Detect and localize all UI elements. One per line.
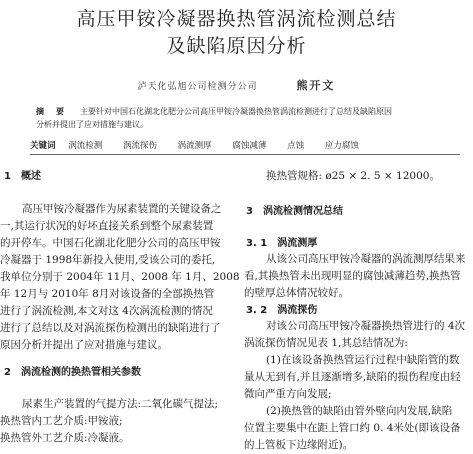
paragraph-line: 位置主要集中在距上管口约 0. 4米处(即该设备 (244, 422, 461, 434)
paragraph-line: 高压甲铵冷凝器作为尿素装置的关键设备之 (22, 203, 222, 215)
paragraph-line: 进行了涡流检测,本文对这 4次涡流检测的情况 (0, 305, 213, 317)
section-3-heading: 3 涡流检测情况总结 (246, 206, 343, 217)
paragraph-line: 的开停车。中国石化湖北化肥分公司的高压甲铵 (0, 237, 221, 249)
paragraph-line: 尿素生产装置的气提方法:二氧化碳气提法; (22, 398, 219, 410)
paragraph-line: 微向严重方向发展; (244, 388, 332, 400)
keyword-item: 涡流测厚 (177, 141, 212, 151)
keyword-item: 腐蚀减薄 (232, 141, 267, 151)
paragraph-line: 从该公司高压甲铵冷凝器的涡流测厚结果来 (266, 253, 466, 265)
paragraph-line: (2)换热管的缺陷由管外壁向内发展,缺陷 (266, 405, 453, 417)
paragraph-line: 涡流探伤情况见表 1,其总结情况为: (244, 337, 408, 349)
keyword-item: 点蚀 (287, 141, 305, 151)
abstract-text-2: 分析并提出了应对措施与建议。 (36, 120, 148, 129)
keyword-item: 应力腐蚀 (324, 141, 359, 151)
section-3-1-heading: 3. 1 涡流测厚 (246, 238, 318, 249)
paragraph-line: 对该公司高压甲铵冷凝器换热管进行的 4次 (266, 320, 466, 332)
paragraph-line: (1)在该设备换热管运行过程中缺陷管的数 (266, 354, 460, 366)
byline (0, 77, 473, 93)
section-3-2-heading: 3. 2 涡流探伤 (246, 305, 318, 316)
section-2-heading: 2 涡流检测的换热管相关参数 (4, 367, 141, 378)
abstract-text-1: 主要针对中国石化湖北化肥分公司高压甲铵冷凝器换热管涡流检测进行了总结及缺陷原因 (80, 107, 392, 116)
abstract-label: 摘 要 (36, 106, 66, 116)
title-line-1: 高压甲铵冷凝器换热管涡流检测总结 (76, 8, 397, 30)
keywords (30, 139, 460, 151)
section-1-heading: 1 概述 (4, 171, 41, 182)
keyword-item: 涡流检测 (68, 141, 103, 151)
title-line-2: 及缺陷原因分析 (166, 35, 307, 57)
abstract (36, 105, 456, 131)
paragraph-line: 量从无到有,并且逐渐增多,缺陷的损伤程度由轻 (244, 371, 461, 383)
affiliation: 泸天化弘旭公司检测分公司 (137, 82, 258, 92)
keywords-label: 关键词 (30, 141, 56, 151)
paragraph-line: 一,其运行状况的好坏直接关系到整个尿素装置 (0, 220, 214, 232)
paragraph-line: 看,其换热管未出现明显的腐蚀减薄趋势,换热管 (244, 270, 461, 282)
author-name: 熊开文 (296, 79, 336, 92)
paragraph-line: 年 12月与 2010年 8月对该设备的全部换热管 (0, 288, 215, 300)
keyword-item: 涡流探伤 (122, 141, 157, 151)
paragraph-line: 换热管外工艺介质:冷凝液。 (0, 432, 130, 444)
paragraph-line: 换热管内工艺介质:甲铵液; (0, 415, 123, 427)
paragraph-line: 的壁厚总体情况较好。 (244, 287, 349, 299)
paragraph-line: 我单位分别于 2004年 11月、2008 年 1月、2008 (0, 271, 240, 283)
divider (30, 154, 460, 155)
spec-line: 换热管规格: ø25 × 2. 5 × 12000。 (266, 170, 440, 182)
paragraph-line: 原因分析并提出了应对措施与建议。 (0, 339, 168, 351)
paragraph-line: 进行了总结以及对涡流探伤检测出的缺陷进行了 (0, 322, 221, 334)
paragraph-line: 的上管板下边缘附近)。 (244, 439, 354, 451)
paragraph-line: 冷凝器于 1998年新投入使用,受该公司的委托, (0, 254, 216, 266)
